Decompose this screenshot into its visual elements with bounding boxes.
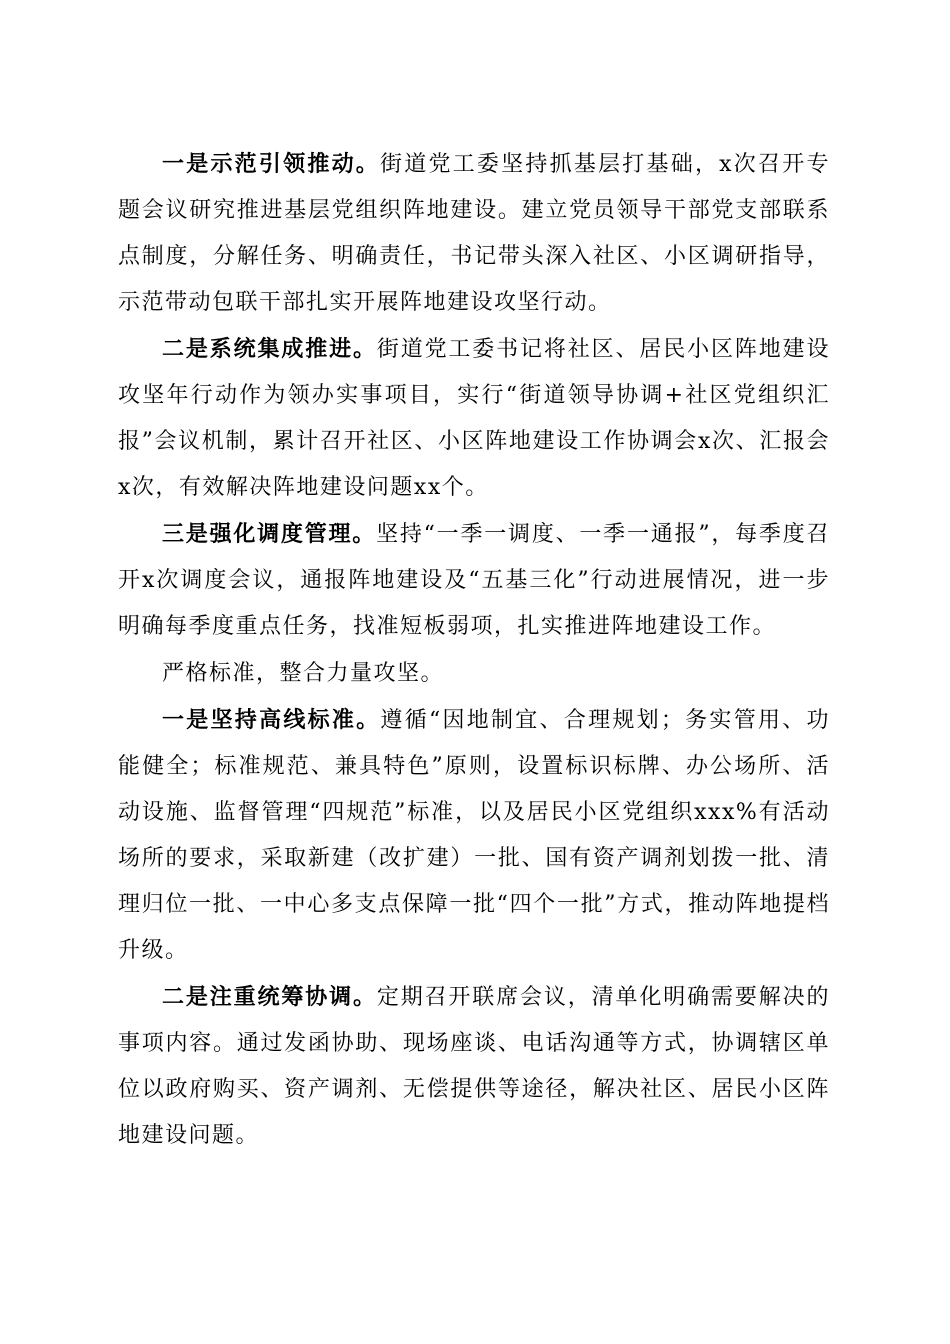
paragraph-6-body: 定期召开联席会议，清单化明确需要解决的事项内容。通过发函协助、现场座谈、电话沟通等方式，协调辖区单位以政府购买、资产调剂、无偿提供等途径，解决社区、居民小区阵地建设问题。 <box>118 985 830 1148</box>
paragraph-5-body: 遵循“因地制宜、合理规划；务实管用、功能健全；标准规范、兼具特色”原则，设置标识标牌、办公场所、活动设施、监督管理“四规范”标准，以及居民小区党组织xxx%有活动场所的要求，采取新建（改扩建）一批、国有资产调剂划拨一批、清理归位一批、一中心多支点保障一批“四个一批”方式，推动阵地提档升级。 <box>118 708 830 963</box>
paragraph-1-body: 街道党工委坚持抓基层打基础，x次召开专题会议研究推进基层党组织阵地建设。建立党员领导干部党支部联系点制度，分解任务、明确责任，书记带头深入社区、小区调研指导，示范带动包联干部扎实开展阵地建设攻坚行动。 <box>118 152 830 315</box>
paragraph-1 <box>118 141 830 326</box>
section-heading <box>118 650 830 697</box>
paragraph-6-lead: 二是注重统筹协调。 <box>162 984 377 1010</box>
paragraph-1-lead: 一是示范引领推动。 <box>162 151 381 177</box>
paragraph-6 <box>118 974 830 1159</box>
paragraph-2-lead: 二是系统集成推进。 <box>162 336 377 362</box>
paragraph-5-lead: 一是坚持高线标准。 <box>162 707 381 733</box>
paragraph-5 <box>118 697 830 974</box>
paragraph-3 <box>118 511 830 650</box>
paragraph-3-lead: 三是强化调度管理。 <box>162 521 377 547</box>
paragraph-2 <box>118 326 830 511</box>
paragraph-3-body: 坚持“一季一调度、一季一通报”，每季度召开x次调度会议，通报阵地建设及“五基三化”行动进展情况，进一步明确每季度重点任务，找准短板弱项，扎实推进阵地建设工作。 <box>118 522 830 639</box>
paragraph-2-body: 街道党工委书记将社区、居民小区阵地建设攻坚年行动作为领办实事项目，实行“街道领导协调+社区党组织汇报”会议机制，累计召开社区、小区阵地建设工作协调会x次、汇报会x次，有效解决阵地建设问题xx个。 <box>118 337 830 500</box>
document-body <box>118 141 830 1159</box>
section-heading-text: 严格标准，整合力量攻坚。 <box>162 661 445 686</box>
